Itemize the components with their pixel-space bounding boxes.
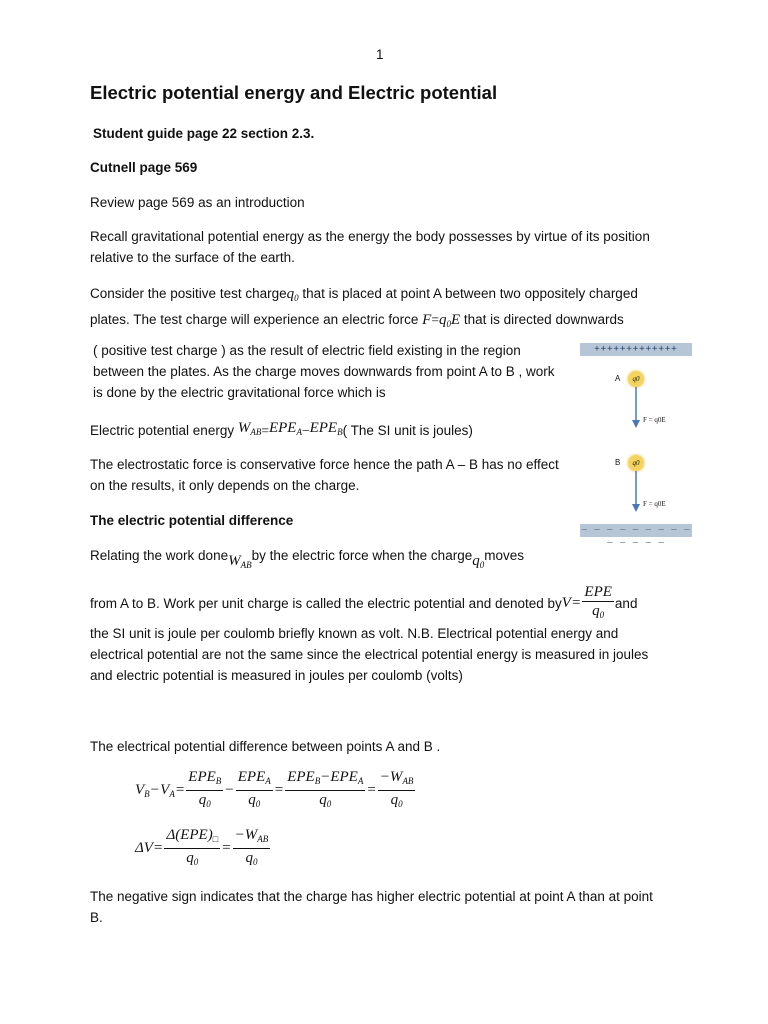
negative-sign-paragraph: The negative sign indicates that the charge has higher electric potential at point A than at point B. bbox=[90, 889, 653, 925]
difference-line: The electrical potential difference between points A and B . bbox=[90, 739, 441, 754]
page-number: 1 bbox=[376, 47, 384, 62]
plates-figure bbox=[580, 343, 692, 548]
si-paragraph: the SI unit is joule per coulomb briefly known as volt. N.B. Electrical potential energy and electrical potential are not the same since the electrical potential energy is measured in joules and electric potential is measured in joules per coulomb (volts) bbox=[90, 626, 649, 683]
page-title: Electric potential energy and Electric potential bbox=[90, 82, 498, 103]
force-arrow-b-icon bbox=[630, 471, 642, 513]
recall-paragraph: Recall gravitational potential energy as the energy the body possesses by virtue of its position relative to the surface of the earth. bbox=[90, 229, 650, 265]
delta-v-equation: ΔV = $\frac{\Delta(EPE)_□}{q_0}$ = $\frac{-W_{AB}}{q_0}$ bbox=[135, 827, 269, 867]
point-a-label: A bbox=[615, 374, 621, 383]
positive-charge-paragraph: ( positive test charge ) as the result of electric field existing in the region between the plates. As the charge moves downwards from point A to B , work is done by the electric gravitational force which is bbox=[93, 343, 555, 400]
student-guide-reference: Student guide page 22 section 2.3. bbox=[93, 126, 315, 141]
negative-plate: – – – – – – – – – – – – – – bbox=[581, 525, 691, 548]
potential-difference-equation: $V_B$ − $V_A$ = $\frac{EPE_B}{q_0}$ − $\frac{EPE_A}{q_0}$ = $\frac{EPE_B-EPE_A}{q_0}$ = $\frac{-W_{AB}}{q_0}$ bbox=[135, 769, 414, 809]
relating-line: Relating the work done $W_{AB}$ by the electric force when the charge $q_0$ moves bbox=[90, 548, 524, 570]
from-line: from A to B. Work per unit charge is called the electric potential and denoted by V = $\frac{\text{EPE}}{q_0}$ and bbox=[90, 584, 638, 620]
test-charge-a: q0 bbox=[628, 371, 644, 387]
section-heading: The electric potential difference bbox=[90, 513, 294, 528]
conservative-paragraph: The electrostatic force is conservative force hence the path A – B has no effect on the results, it only depends on the charge. bbox=[90, 457, 559, 493]
cutnell-reference: Cutnell page 569 bbox=[90, 160, 198, 175]
test-charge-b: q0 bbox=[628, 455, 644, 471]
force-label-a: F = q0E bbox=[643, 416, 666, 424]
consider-paragraph: Consider the positive test chargeq$_0$ that is placed at point A between two oppositely charged plates. The test charge will experience an electric force $F=q_0E$ that is directed downwards bbox=[90, 286, 638, 329]
positive-plate: +++++++++++++ bbox=[580, 343, 692, 356]
force-label-b: F = q0E bbox=[643, 500, 666, 508]
epe-line: Electric potential energy $W_{AB}$ = $EPE_A$ − $EPE_B$ ( The SI unit is joules) bbox=[90, 420, 473, 438]
review-line: Review page 569 as an introduction bbox=[90, 195, 305, 210]
force-arrow-a-icon bbox=[630, 387, 642, 429]
point-b-label: B bbox=[615, 458, 621, 467]
